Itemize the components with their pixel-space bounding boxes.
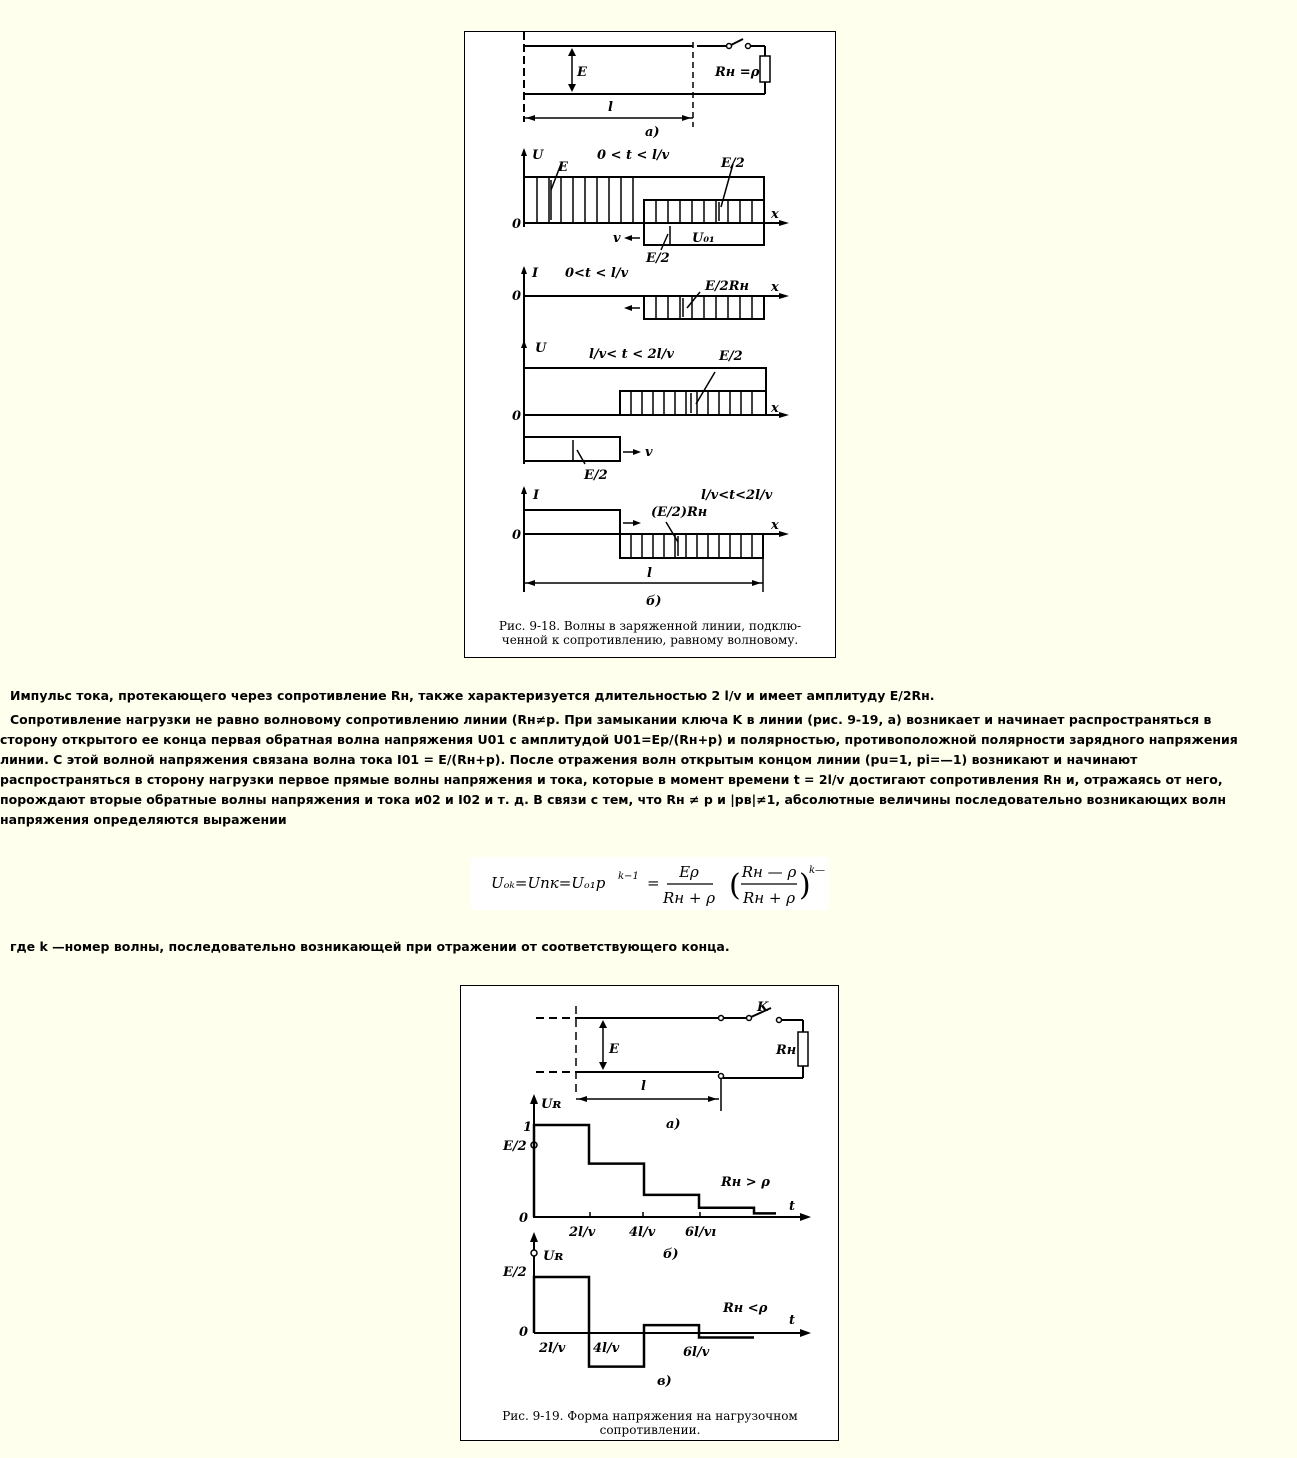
- condition-text: 0 < t < l/v: [597, 148, 670, 163]
- condition-text: l/v< t < 2l/v: [589, 347, 674, 362]
- label-amplitude: E/2Rн: [705, 279, 749, 294]
- label-amplitude: (E/2)Rн: [651, 505, 708, 520]
- formula-equals: =: [647, 874, 660, 892]
- axis-label-UR: Uʀ: [543, 1249, 564, 1264]
- tick-label: 6l/v: [683, 1345, 710, 1360]
- paragraph-line: напряжения определяются выражении: [0, 812, 287, 827]
- figure-caption-line2: сопротивлении.: [599, 1423, 701, 1437]
- formula-denominator-2: Rн + ρ: [742, 889, 796, 907]
- ur-waveform-rh-less: [534, 1277, 754, 1367]
- axis-label-t: t: [789, 1313, 796, 1328]
- ur-waveform-rh-greater: [534, 1125, 776, 1217]
- figure-caption-line2: ченной к сопротивлению, равному волновому.: [501, 633, 799, 647]
- axis-label-U: U: [535, 341, 547, 356]
- paragraph-line: сторону открытого ее конца первая обратная волна напряжения U01 с амплитудой U01=Ep/(Rн+p) и полярностью, противоположной полярности зарядного напряжения: [0, 732, 1238, 747]
- tick-label: 2l/v: [539, 1341, 566, 1356]
- tick-label: 2l/v: [569, 1225, 596, 1240]
- caption-b: б): [663, 1247, 679, 1262]
- axis-label-x: x: [771, 518, 779, 533]
- tick-label: 6l/vı: [685, 1225, 717, 1240]
- label-E-half: E/2: [719, 349, 743, 364]
- label-U01: U₀₁: [692, 231, 715, 246]
- caption-a: a): [645, 125, 660, 140]
- paragraph-line: порождают вторые обратные волны напряжения и тока и02 и I02 и т. д. В связи с тем, что Rн ≠ p и |pв|≠1, абсолютные величины последовательно возникающих волн: [0, 792, 1227, 807]
- label-K: K: [757, 1000, 769, 1015]
- switch: [731, 39, 743, 45]
- axis-label-x: x: [771, 207, 779, 222]
- label-E-half: E/2: [503, 1139, 527, 1154]
- paragraph-line: линии. С этой волной напряжения связана волна тока I01 = E/(Rн+p). После отражения волн открытым концом линии (pu=1, pi=—1) возникают и начинают: [0, 752, 1138, 767]
- label-E: E: [577, 65, 587, 80]
- label-velocity: v: [613, 231, 621, 246]
- paragraph-k-definition: [10, 937, 1297, 957]
- axis-label-I: I: [533, 488, 540, 503]
- figure-caption-line1: Рис. 9-19. Форма напряжения на нагрузочном: [502, 1409, 798, 1423]
- axis-label-x: x: [771, 280, 779, 295]
- figure-9-18-drawing: [465, 32, 835, 657]
- caption-b: б): [646, 594, 662, 609]
- formula-numerator-2: Rн — ρ: [741, 863, 797, 881]
- label-velocity: v: [645, 445, 653, 460]
- paragraph-line: Сопротивление нагрузки не равно волновому сопротивлению линии (Rн≠p. При замыкании ключа K в линии (рис. 9-19, а) возникает и начинает распространяться в: [10, 712, 1212, 727]
- paragraph-text: где k —номер волны, последовательно возникающей при отражении от соответствующего конца.: [10, 939, 730, 954]
- label-E: E: [558, 160, 568, 175]
- label-load-resistance: Rн: [776, 1043, 797, 1058]
- formula-exponent-2: k—: [809, 865, 826, 876]
- axis-label-x: x: [771, 401, 779, 416]
- label-load-resistance: Rн =ρ: [715, 65, 760, 80]
- label-E-half: E/2: [503, 1265, 527, 1280]
- formula-exponent: k−1: [618, 871, 639, 882]
- load-resistor: [798, 1032, 808, 1066]
- label-E: E: [609, 1042, 619, 1057]
- formula-numerator-1: Eρ: [679, 863, 699, 881]
- label-length: l: [647, 566, 652, 581]
- label-zero: 0: [512, 217, 522, 232]
- paragraph-line: распространяться в сторону нагрузки первое прямые волны напряжения и тока, которые в момент времени t = 2l/v достигают сопротивления Rн и, отражаясь от него,: [0, 772, 1223, 787]
- tick-label: 4l/v: [593, 1341, 620, 1356]
- label-zero: 0: [512, 289, 522, 304]
- condition-rh-less: Rн <ρ: [723, 1301, 768, 1316]
- formula-drawing: [471, 857, 829, 910]
- formula-image: [471, 857, 829, 910]
- caption-c: в): [657, 1374, 672, 1389]
- paragraph-current-pulse: [10, 686, 1297, 706]
- label-one: 1: [523, 1120, 533, 1135]
- label-zero: 0: [512, 409, 522, 424]
- axis-label-I: I: [532, 266, 539, 281]
- figure-caption-line1: Рис. 9-18. Волны в заряженной линии, подклю-: [498, 619, 802, 633]
- formula-denominator-1: Rн + ρ: [662, 889, 716, 907]
- condition-text: 0<t < l/v: [565, 266, 629, 281]
- label-zero: 0: [519, 1211, 529, 1226]
- label-zero: 0: [512, 528, 522, 543]
- tick-label: 4l/v: [629, 1225, 656, 1240]
- axis-label-t: t: [789, 1199, 796, 1214]
- label-E-half-low: E/2: [584, 468, 608, 483]
- axis-label-UR: Uʀ: [541, 1097, 562, 1112]
- label-zero: 0: [519, 1325, 529, 1340]
- figure-9-18: [464, 31, 836, 658]
- figure-9-19-drawing: [461, 986, 838, 1440]
- load-resistor: [760, 56, 770, 82]
- label-E-half: E/2: [721, 156, 745, 171]
- formula-paren-right: ): [799, 868, 811, 903]
- condition-text: l/v<t<2l/v: [701, 488, 773, 503]
- label-length: l: [641, 1079, 646, 1094]
- label-E-half-low: E/2: [646, 251, 670, 266]
- label-length: l: [608, 100, 613, 115]
- paragraph-load-mismatch: [0, 710, 1297, 830]
- paragraph-text: Импульс тока, протекающего через сопротивление Rн, также характеризуется длительностью 2 l/v и имеет амплитуду E/2Rн.: [10, 688, 935, 703]
- formula-paren-left: (: [729, 868, 741, 903]
- figure-9-19: [460, 985, 839, 1441]
- formula-lhs: Uₒₖ=Uпк=Uₒ₁p: [491, 874, 606, 892]
- caption-a: a): [666, 1117, 681, 1132]
- condition-rh-greater: Rн > ρ: [721, 1175, 770, 1190]
- axis-label-U: U: [532, 148, 544, 163]
